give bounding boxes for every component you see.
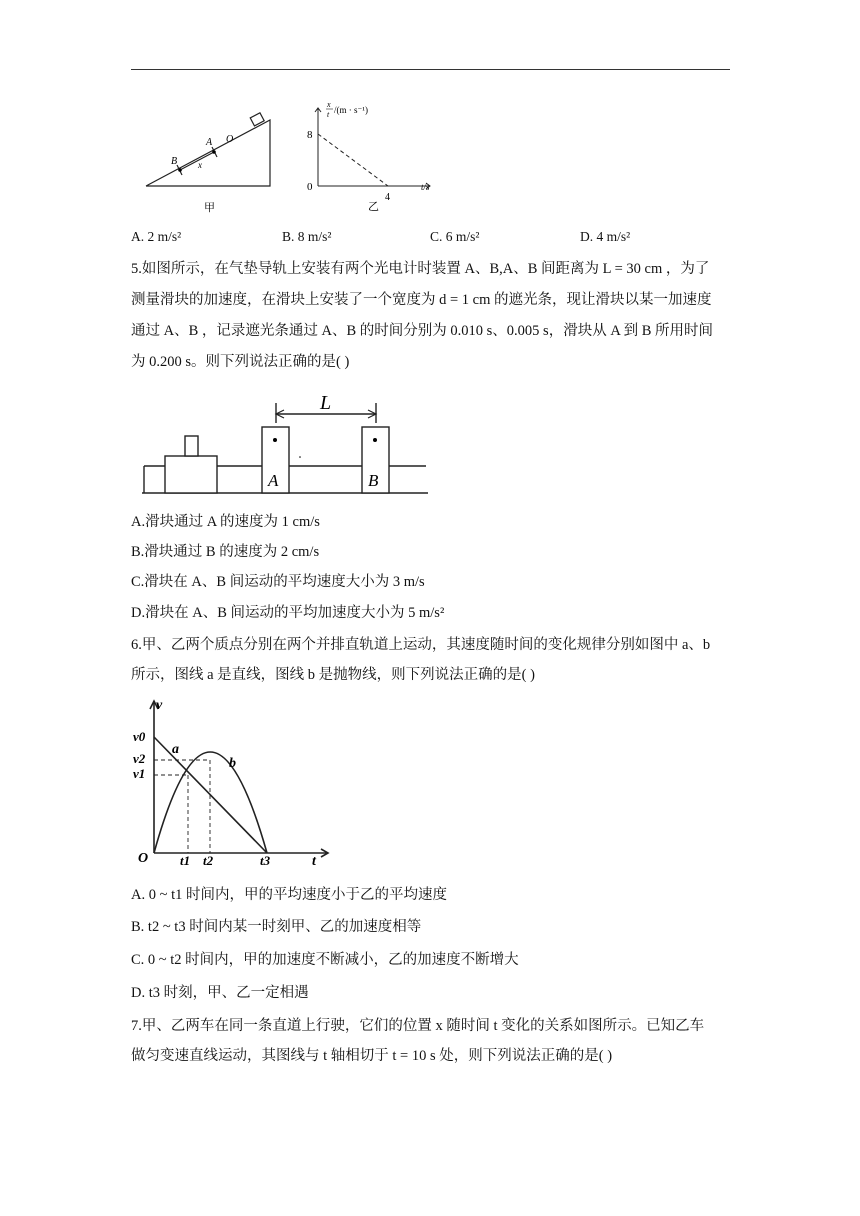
q4-option-d: D. 4 m/s² [580, 229, 631, 244]
label-t3: t3 [260, 853, 271, 868]
xlabel-t: t [312, 854, 316, 869]
label-t2: t2 [203, 853, 214, 868]
q7-line-1: 7.甲、乙两车在同一条直道上行驶，它们的位置 x 随时间 t 变化的关系如图所示。已知乙车 [131, 1018, 705, 1034]
label-l: L [320, 392, 332, 414]
q6-option-a: A. 0 ~ t1 时间内，甲的平均速度小于乙的平均速度 [131, 887, 447, 903]
label-v1: v1 [133, 766, 146, 781]
q4-option-b: B. 8 m/s² [282, 229, 332, 244]
q5-line-3: 通过 A、B ，记录遮光条通过 A、B 的时间分别为 0.010 s、0.005 s，滑块从 A 到 B 所用时间 [131, 323, 714, 339]
q5-option-a: A.滑块通过 A 的速度为 1 cm/s [131, 514, 320, 530]
label-v0: v0 [133, 729, 146, 744]
incline-figure [140, 110, 280, 216]
q6-line-1: 6.甲、乙两个质点分别在两个并排直轨道上运动，其速度随时间的变化规律分别如图中 a、b [131, 637, 711, 653]
label-b: B [171, 156, 178, 167]
q7-line-2: 做匀变速直线运动，其图线与 t 轴相切于 t = 10 s 处，则下列说法正确的是( ) [131, 1048, 613, 1064]
label-a-gate: A [268, 471, 279, 490]
label-x: x [198, 160, 202, 170]
label-o: O [226, 134, 234, 145]
origin-o: O [138, 851, 149, 866]
air-track-figure [140, 387, 430, 497]
label-v2: v2 [133, 751, 146, 766]
q5-option-d: D.滑块在 A、B 间运动的平均加速度大小为 5 m/s² [131, 605, 445, 621]
ylabel-v: v [156, 698, 163, 713]
q6-option-b: B. t2 ~ t3 时间内某一时刻甲、乙的加速度相等 [131, 919, 422, 935]
q5-line-2: 测量滑块的加速度，在滑块上安装了一个宽度为 d = 1 cm 的遮光条，现让滑块以某一加速度 [131, 292, 712, 308]
q5-option-c: C.滑块在 A、B 间运动的平均速度大小为 3 m/s [131, 574, 425, 590]
caption-yi: 乙 [368, 201, 379, 213]
xtick-4: 4 [385, 192, 390, 203]
xlabel-ts: t/s [421, 182, 430, 192]
label-b-gate: B [368, 471, 379, 490]
q5-line-4: 为 0.200 s。则下列说法正确的是( ) [131, 354, 350, 370]
q6-line-2: 所示，图线 a 是直线，图线 b 是抛物线，则下列说法正确的是( ) [131, 667, 535, 683]
q6-option-c: C. 0 ~ t2 时间内，甲的加速度不断减小，乙的加速度不断增大 [131, 952, 519, 968]
ylabel-frac-top: x [327, 100, 331, 109]
ylabel-unit: /(m · s⁻¹) [334, 105, 368, 115]
q4-option-a: A. 2 m/s² [131, 229, 182, 244]
q5-option-b: B.滑块通过 B 的速度为 2 cm/s [131, 544, 320, 560]
vt-graph [132, 695, 332, 870]
caption-jia: 甲 [204, 202, 215, 214]
origin-0: 0 [307, 181, 313, 193]
q4-option-c: C. 6 m/s² [430, 229, 480, 244]
q5-line-1: 5.如图所示，在气垫导轨上安装有两个光电计时装置 A、B,A、B 间距离为 L = 30 cm ，为了 [131, 261, 710, 277]
label-a: A [206, 137, 213, 148]
ytick-8: 8 [307, 129, 313, 141]
label-curve-b: b [229, 756, 236, 771]
q6-option-d: D. t3 时刻，甲、乙一定相遇 [131, 985, 309, 1001]
header-rule [131, 69, 730, 70]
label-curve-a: a [172, 742, 179, 757]
xt-graph [300, 98, 440, 216]
ylabel-frac-bottom: t [327, 110, 330, 119]
label-t1: t1 [180, 853, 191, 868]
